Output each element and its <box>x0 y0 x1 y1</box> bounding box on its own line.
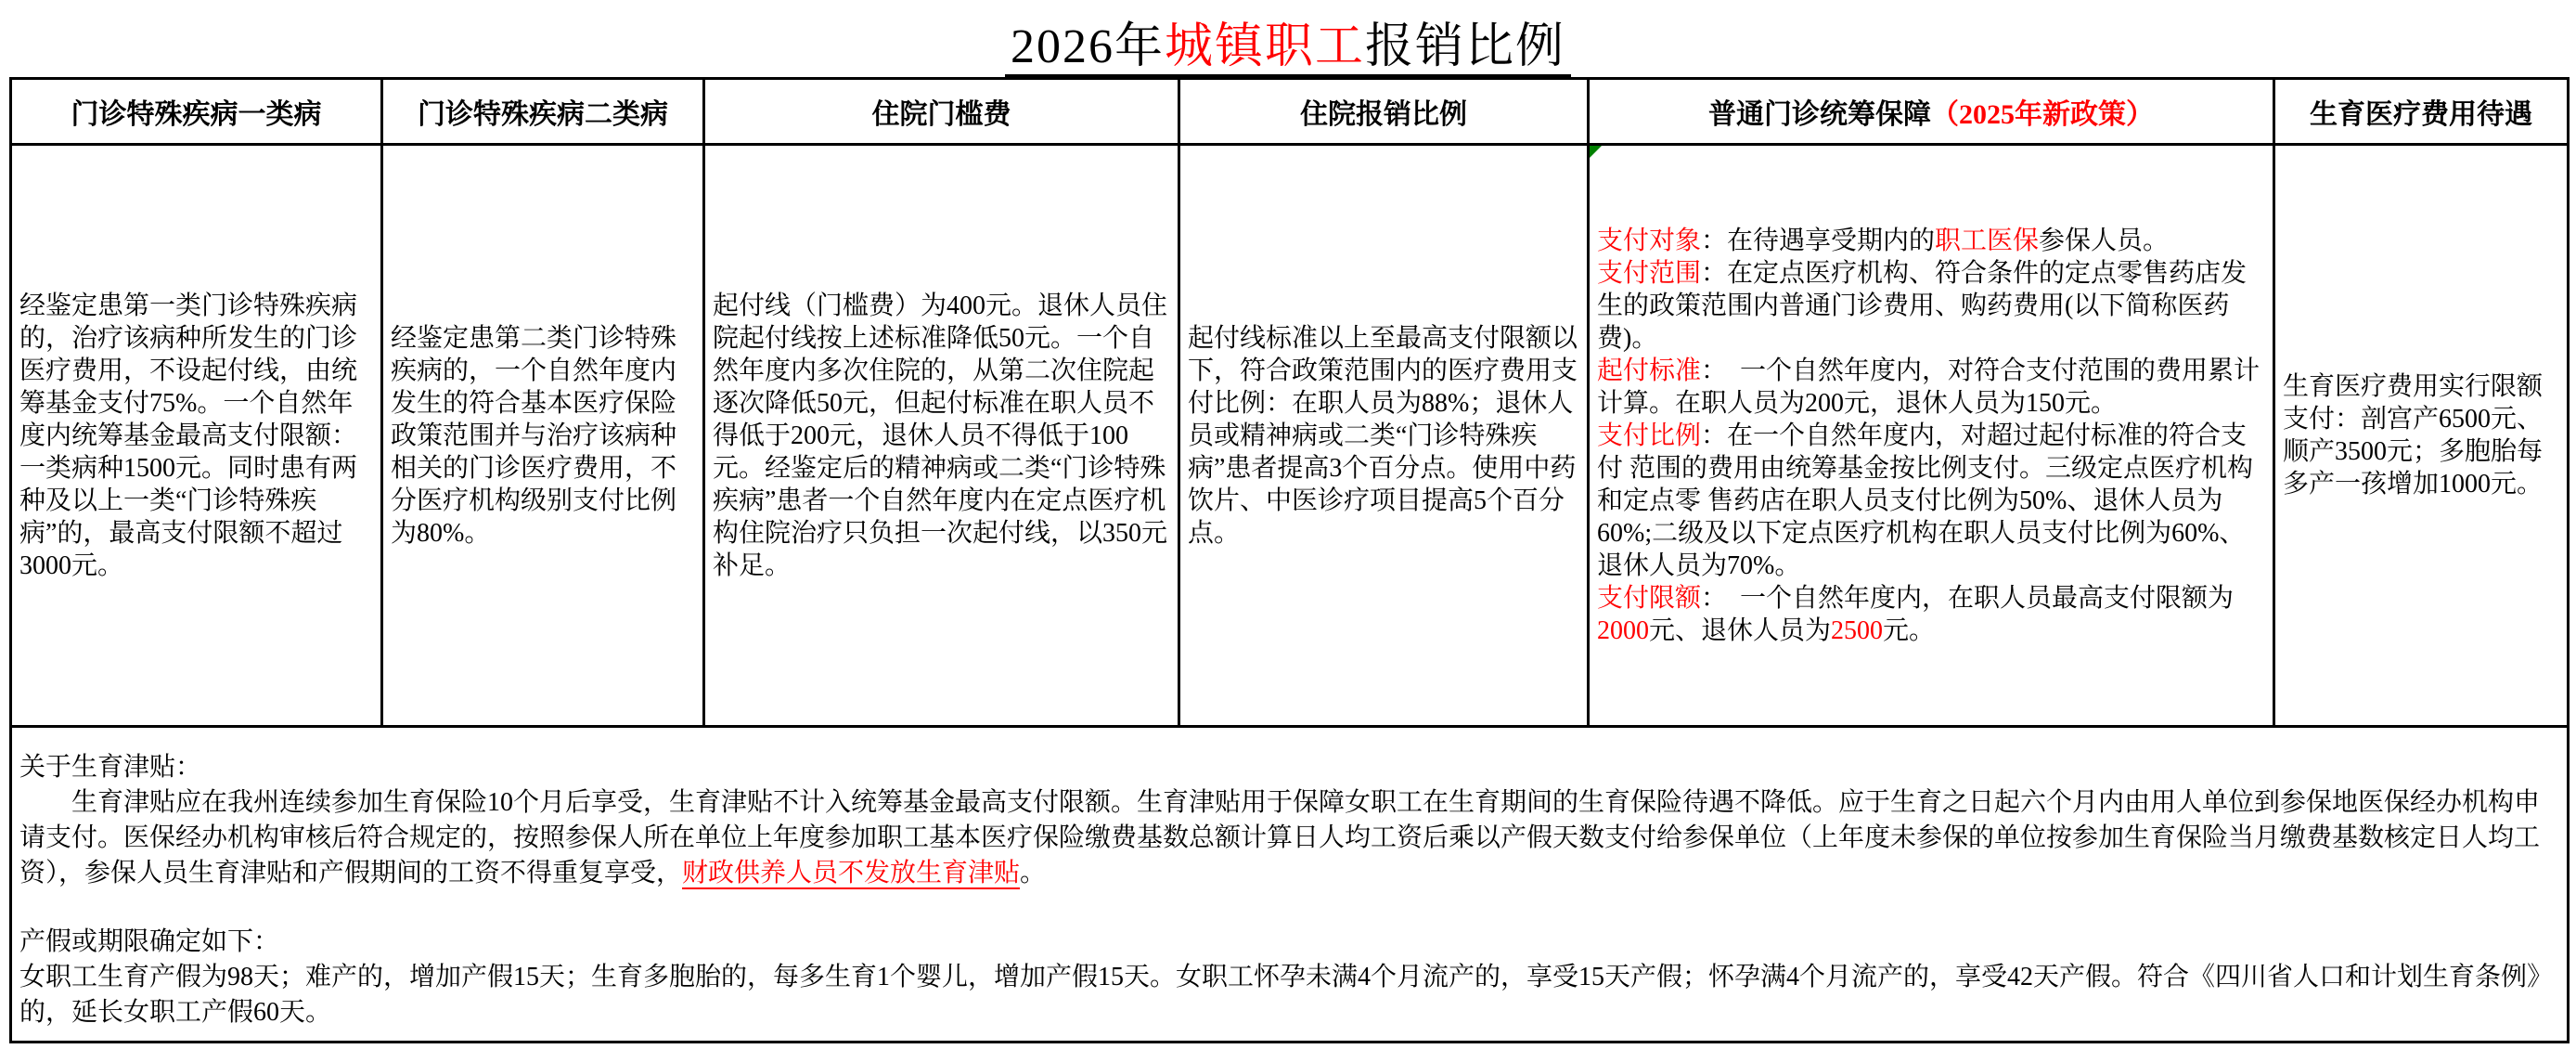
text-segment: ： 一个自然年度内，在职人员最高支付限额为 <box>1701 583 2235 613</box>
text-segment: 支付对象 <box>1597 226 1702 255</box>
cell-special-disease-class1: 经鉴定患第一类门诊特殊疾病的，治疗该病种所发生的门诊医疗费用，不设起付线，由统筹基金支付75%。一个自然年度内统筹基金最高支付限额：一类病种1500元。同时患有两种及以上一类“门诊特殊疾病”的，最高支付限额不超过3000元。 <box>11 145 382 727</box>
text-segment: ：在定点医疗机构、符合条件的定点零售药店发生的政策范围内普通门诊费用、购药费用(以下简称医药费)。 <box>1597 258 2248 353</box>
maternity-leave-note-title: 产假或期限确定如下： <box>19 927 280 956</box>
text-segment: 参保人员。 <box>2039 226 2170 255</box>
text-segment: 支付限额 <box>1597 583 1702 613</box>
col-header-outpatient-pooling <box>1589 79 2274 145</box>
table-body-row <box>11 145 2569 727</box>
text-segment: ：在一个自然年度内，对超过起付标准的符合支付 范围的费用由统筹基金按比例支付。三级定点医疗机构和定点零 售药店在职人员支付比例为50%、退休人员为60%;二级及以下定点医疗机构在职人员支付比例为60%、退休人员为70%。 <box>1597 421 2254 580</box>
page-title <box>1005 20 1571 77</box>
text-segment: （2025年新政策） <box>1931 99 2154 130</box>
text-segment: 城镇职工 <box>1164 19 1365 73</box>
text-segment: 元。 <box>1883 615 1936 645</box>
col-header-hospital-reimbursement: 住院报销比例 <box>1179 79 1589 145</box>
text-segment: ： 一个自然年度内，对符合支付范围的费用累计计算。在职人员为200元，退休人员为150元。 <box>1597 356 2260 418</box>
reimbursement-table <box>9 77 2570 1043</box>
text-segment: 。 <box>1020 859 1047 887</box>
outpatient-pay-scope-line <box>1597 257 2265 355</box>
cell-hospital-deductible: 起付线（门槛费）为400元。退休人员住院起付线按上述标准降低50元。一个自然年度内多次住院的，从第二次住院起逐次降低50元，但起付标准在职人员不得低于200元，退休人员不得低于100元。经鉴定后的精神病或二类“门诊特殊疾病”患者一个自然年度内在定点医疗机构住院治疗只负担一次起付线，以350元补足。 <box>704 145 1179 727</box>
maternity-allowance-note-title: 关于生育津贴： <box>19 753 202 782</box>
notes-cell <box>11 727 2569 1043</box>
text-segment: 2026年 <box>1010 19 1165 73</box>
table-notes-row <box>11 727 2569 1043</box>
text-segment: 起付标准 <box>1597 356 1702 385</box>
cell-outpatient-pooling <box>1589 145 2274 727</box>
col-header-special-disease-class1: 门诊特殊疾病一类病 <box>11 79 382 145</box>
outpatient-pay-target-line <box>1597 225 2265 257</box>
maternity-allowance-note-body <box>19 785 2554 891</box>
col-header-hospital-deductible: 住院门槛费 <box>704 79 1179 145</box>
outpatient-pay-limit-line <box>1597 582 2265 647</box>
col-header-special-disease-class2: 门诊特殊疾病二类病 <box>382 79 704 145</box>
maternity-allowance-note <box>19 750 2554 891</box>
title-row <box>0 0 2576 77</box>
text-segment: 支付范围 <box>1597 258 1702 288</box>
table-header-row <box>11 79 2569 145</box>
cell-hospital-reimbursement: 起付线标准以上至最高支付限额以下，符合政策范围内的医疗费用支付比例：在职人员为88%；退休人员或精神病或二类“门诊特殊疾病”患者提高3个百分点。使用中药饮片、中医诊疗项目提高5个百分点。 <box>1179 145 1589 727</box>
text-segment: 元、退休人员为 <box>1649 615 1832 645</box>
maternity-leave-note <box>19 925 2554 1030</box>
cell-maternity-medical: 生育医疗费用实行限额支付：剖宫产6500元、顺产3500元；多胞胎每多产一孩增加1000元。 <box>2274 145 2569 727</box>
outpatient-deductible-line <box>1597 355 2265 420</box>
maternity-leave-note-body: 女职工生育产假为98天；难产的，增加产假15天；生育多胞胎的，每多生育1个婴儿，增加产假15天。女职工怀孕未满4个月流产的，享受15天产假；怀孕满4个月流产的，享受42天产假。符合《四川省人口和计划生育条例》的，延长女职工产假60天。 <box>19 963 2554 1027</box>
excel-error-flag-icon <box>1590 146 1602 158</box>
outpatient-pay-ratio-line <box>1597 420 2265 582</box>
text-segment: 2500 <box>1831 615 1884 645</box>
text-segment: 支付比例 <box>1597 421 1702 450</box>
text-segment: ：在待遇享受期内的 <box>1701 226 1936 255</box>
text-segment: 财政供养人员不发放生育津贴 <box>682 859 1021 887</box>
text-segment: 普通门诊统筹保障 <box>1708 99 1931 130</box>
text-segment: 职工医保 <box>1935 226 2040 255</box>
text-segment: 2000 <box>1597 615 1649 645</box>
cell-special-disease-class2: 经鉴定患第二类门诊特殊疾病的，一个自然年度内发生的符合基本医疗保险政策范围并与治疗该病种相关的门诊医疗费用，不分医疗机构级别支付比例为80%。 <box>382 145 704 727</box>
text-segment: 报销比例 <box>1365 19 1566 73</box>
col-header-maternity-medical: 生育医疗费用待遇 <box>2274 79 2569 145</box>
text-segment: 生育津贴应在我州连续参加生育保险10个月后享受，生育津贴不计入统筹基金最高支付限额。生育津贴用于保障女职工在生育期间的生育保险待遇不降低。应于生育之日起六个月内由用人单位到参保地医保经办机构申请支付。医保经办机构审核后符合规定的，按照参保人所在单位上年度参加职工基本医疗保险缴费基数总额计算日人均工资后乘以产假天数支付给参保单位（上年度未参保的单位按参加生育保险当月缴费基数核定日人均工资），参保人员生育津贴和产假期间的工资不得重复享受， <box>19 788 2541 887</box>
